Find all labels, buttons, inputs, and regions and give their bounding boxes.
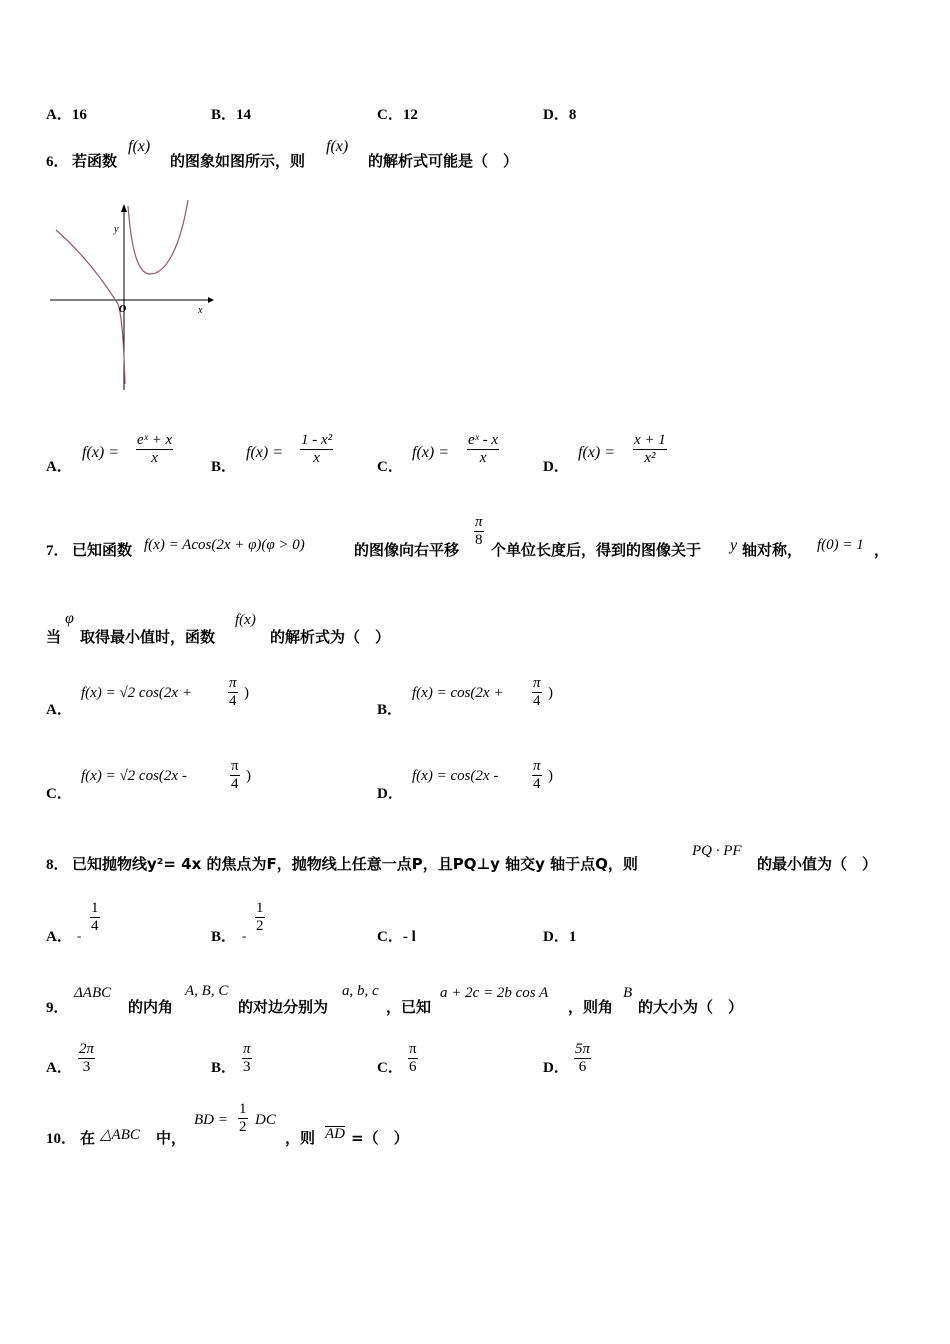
q5-option-b: B．14 bbox=[211, 107, 252, 123]
q10-bd: BD = bbox=[194, 1112, 228, 1128]
q6-option-d-label: D． bbox=[543, 459, 569, 475]
q9-triangle: ΔABC bbox=[74, 985, 112, 1001]
q8-option-a-sign: - bbox=[77, 928, 82, 943]
q7-phi: φ bbox=[65, 610, 74, 627]
q7-line2-c: 的解析式为（ ） bbox=[270, 628, 391, 646]
q5-option-d: D．8 bbox=[543, 107, 577, 123]
q10-text-2: 中， bbox=[156, 1129, 187, 1147]
q6-option-a-label: A． bbox=[46, 459, 72, 475]
q7-option-c-expr: f(x) = √2 cos(2x - bbox=[81, 768, 187, 784]
q10-dc: DC bbox=[255, 1112, 276, 1128]
q6-number: 6． bbox=[46, 154, 69, 170]
q10-ad-vector: AD bbox=[325, 1126, 345, 1142]
q8-option-d-label: D．1 bbox=[543, 929, 577, 945]
q7-fx: f(x) bbox=[235, 612, 256, 628]
y-axis-label: y bbox=[114, 224, 119, 235]
q7-line2-b: 取得最小值时，函数 bbox=[80, 628, 216, 646]
q6-option-c-lhs: f(x) = bbox=[412, 444, 449, 461]
q7-y: y bbox=[730, 537, 738, 554]
q7-option-d-fraction: $\frac{\pi}{4}$ bbox=[533, 758, 541, 792]
q6-fx-2: f(x) bbox=[326, 138, 349, 155]
q6-option-c-fraction: $\frac{\text{eˣ - x}}{x}$ bbox=[468, 432, 499, 466]
q10-text-3: ，则 bbox=[285, 1129, 316, 1147]
q7-number: 7． bbox=[46, 543, 69, 559]
q5-option-a: A．16 bbox=[46, 107, 87, 123]
q7-text-b: 的图像向右平移 bbox=[354, 541, 460, 559]
q7-option-b-fraction: $\frac{\pi}{4}$ bbox=[533, 675, 541, 709]
q7-option-a-close: ) bbox=[244, 685, 249, 701]
q6-text-a: 若函数 bbox=[72, 152, 118, 170]
q6-option-d-lhs: f(x) = bbox=[578, 444, 615, 461]
q8-option-a-fraction: $\frac{1}{4}$ bbox=[91, 900, 99, 934]
q7-option-b-label: B． bbox=[377, 702, 403, 718]
left-branch-curve bbox=[56, 230, 125, 384]
q6-function-graph bbox=[48, 198, 218, 396]
q6-text-b: 的图象如图所示，则 bbox=[170, 152, 306, 170]
q9-option-c-label: C． bbox=[377, 1060, 403, 1076]
q9-text-2: 的对边分别为 bbox=[238, 998, 329, 1016]
q8-option-b-label: B． bbox=[211, 929, 237, 945]
q8-option-c-label: C．- l bbox=[377, 929, 416, 945]
q7-text-c: 个单位长度后，得到的图像关于 bbox=[491, 541, 702, 559]
q7-option-b-expr: f(x) = cos(2x + bbox=[412, 685, 504, 701]
q6-option-b-label: B． bbox=[211, 459, 237, 475]
q10-number: 10． bbox=[46, 1131, 77, 1147]
q7-text-d: 轴对称， bbox=[742, 541, 803, 559]
q7-option-d-close: ) bbox=[548, 768, 553, 784]
q9-option-a-fraction: $\frac{2\pi}{3}$ bbox=[79, 1041, 95, 1075]
x-axis-arrow bbox=[208, 297, 214, 303]
q9-text-5: 的大小为（ ） bbox=[638, 998, 744, 1016]
q7-option-d-expr: f(x) = cos(2x - bbox=[412, 768, 499, 784]
q6-text-c: 的解析式可能是（ ） bbox=[368, 152, 519, 170]
q7-option-a-label: A． bbox=[46, 702, 72, 718]
q9-option-b-fraction: $\frac{\pi}{3}$ bbox=[243, 1041, 251, 1075]
q9-number: 9． bbox=[46, 1000, 69, 1016]
q9-sides: a, b, c bbox=[342, 983, 379, 999]
q6-option-b-fraction: $\frac{\text{1 - x²}}{x}$ bbox=[301, 432, 333, 466]
q8-option-b-fraction: $\frac{1}{2}$ bbox=[256, 900, 264, 934]
q9-option-d-label: D． bbox=[543, 1060, 569, 1076]
q7-line2-a: 当 bbox=[46, 628, 62, 646]
q7-shift-fraction: $\frac{\pi}{8}$ bbox=[475, 514, 483, 548]
q5-option-c: C．12 bbox=[377, 107, 418, 123]
q9-option-b-label: B． bbox=[211, 1060, 237, 1076]
right-branch-curve bbox=[128, 200, 188, 274]
q10-text-1: 在 bbox=[80, 1129, 96, 1147]
q10-text-4: =（ ） bbox=[351, 1129, 409, 1147]
q7-text-a: 已知函数 bbox=[72, 541, 133, 559]
q8-option-a-label: A． bbox=[46, 929, 72, 945]
q9-equation: a + 2c = 2b cos A bbox=[440, 985, 549, 1001]
q7-option-c-close: ) bbox=[246, 768, 251, 784]
q9-option-c-fraction: $\frac{\pi}{6}$ bbox=[409, 1041, 417, 1075]
q7-option-c-label: C． bbox=[46, 786, 72, 802]
q8-text-end: 的最小值为（ ） bbox=[757, 855, 878, 873]
q7-condition: f(0) = 1 bbox=[817, 537, 864, 553]
q9-angles: A, B, C bbox=[185, 983, 229, 999]
y-axis-arrow bbox=[121, 204, 127, 212]
q9-text-1: 的内角 bbox=[128, 998, 174, 1016]
q8-option-b-sign: - bbox=[242, 928, 247, 943]
q6-option-a-lhs: f(x) = bbox=[82, 444, 119, 461]
q8-expr: PQ · PF bbox=[692, 843, 742, 859]
q6-fx-1: f(x) bbox=[128, 138, 151, 155]
q9-option-d-fraction: $\frac{5\pi}{6}$ bbox=[575, 1041, 591, 1075]
q6-option-a-fraction: $\frac{\text{eˣ + x}}{x}$ bbox=[137, 432, 173, 466]
q7-option-d-label: D． bbox=[377, 786, 403, 802]
x-axis-label: x bbox=[198, 305, 203, 316]
q9-text-4: ，则角 bbox=[568, 998, 614, 1016]
q7-option-b-close: ) bbox=[548, 685, 553, 701]
q7-option-c-fraction: $\frac{\pi}{4}$ bbox=[231, 758, 239, 792]
q7-comma: ， bbox=[874, 541, 890, 559]
q7-option-a-expr: f(x) = √2 cos(2x + bbox=[81, 685, 192, 701]
q9-text-3: ，已知 bbox=[386, 998, 432, 1016]
q8-text: 已知抛物线y²= 4x 的焦点为F，抛物线上任意一点P，且PQ⊥y 轴交y 轴于点Q，则 bbox=[72, 855, 638, 873]
q10-triangle: △ABC bbox=[100, 1127, 140, 1143]
q9-b: B bbox=[623, 985, 633, 1001]
q10-fraction: $\frac{1}{2}$ bbox=[239, 1101, 247, 1135]
q7-option-a-fraction: $\frac{\pi}{4}$ bbox=[229, 675, 237, 709]
q8-number: 8． bbox=[46, 857, 69, 873]
q9-option-a-label: A． bbox=[46, 1060, 72, 1076]
q6-option-c-label: C． bbox=[377, 459, 403, 475]
origin-label: O bbox=[119, 304, 127, 315]
q6-option-d-fraction: $\frac{x + 1}{\text{x²}}$ bbox=[634, 432, 666, 466]
q6-option-b-lhs: f(x) = bbox=[246, 444, 283, 461]
q7-function: f(x) = Acos(2x + φ)(φ > 0) bbox=[144, 537, 305, 553]
